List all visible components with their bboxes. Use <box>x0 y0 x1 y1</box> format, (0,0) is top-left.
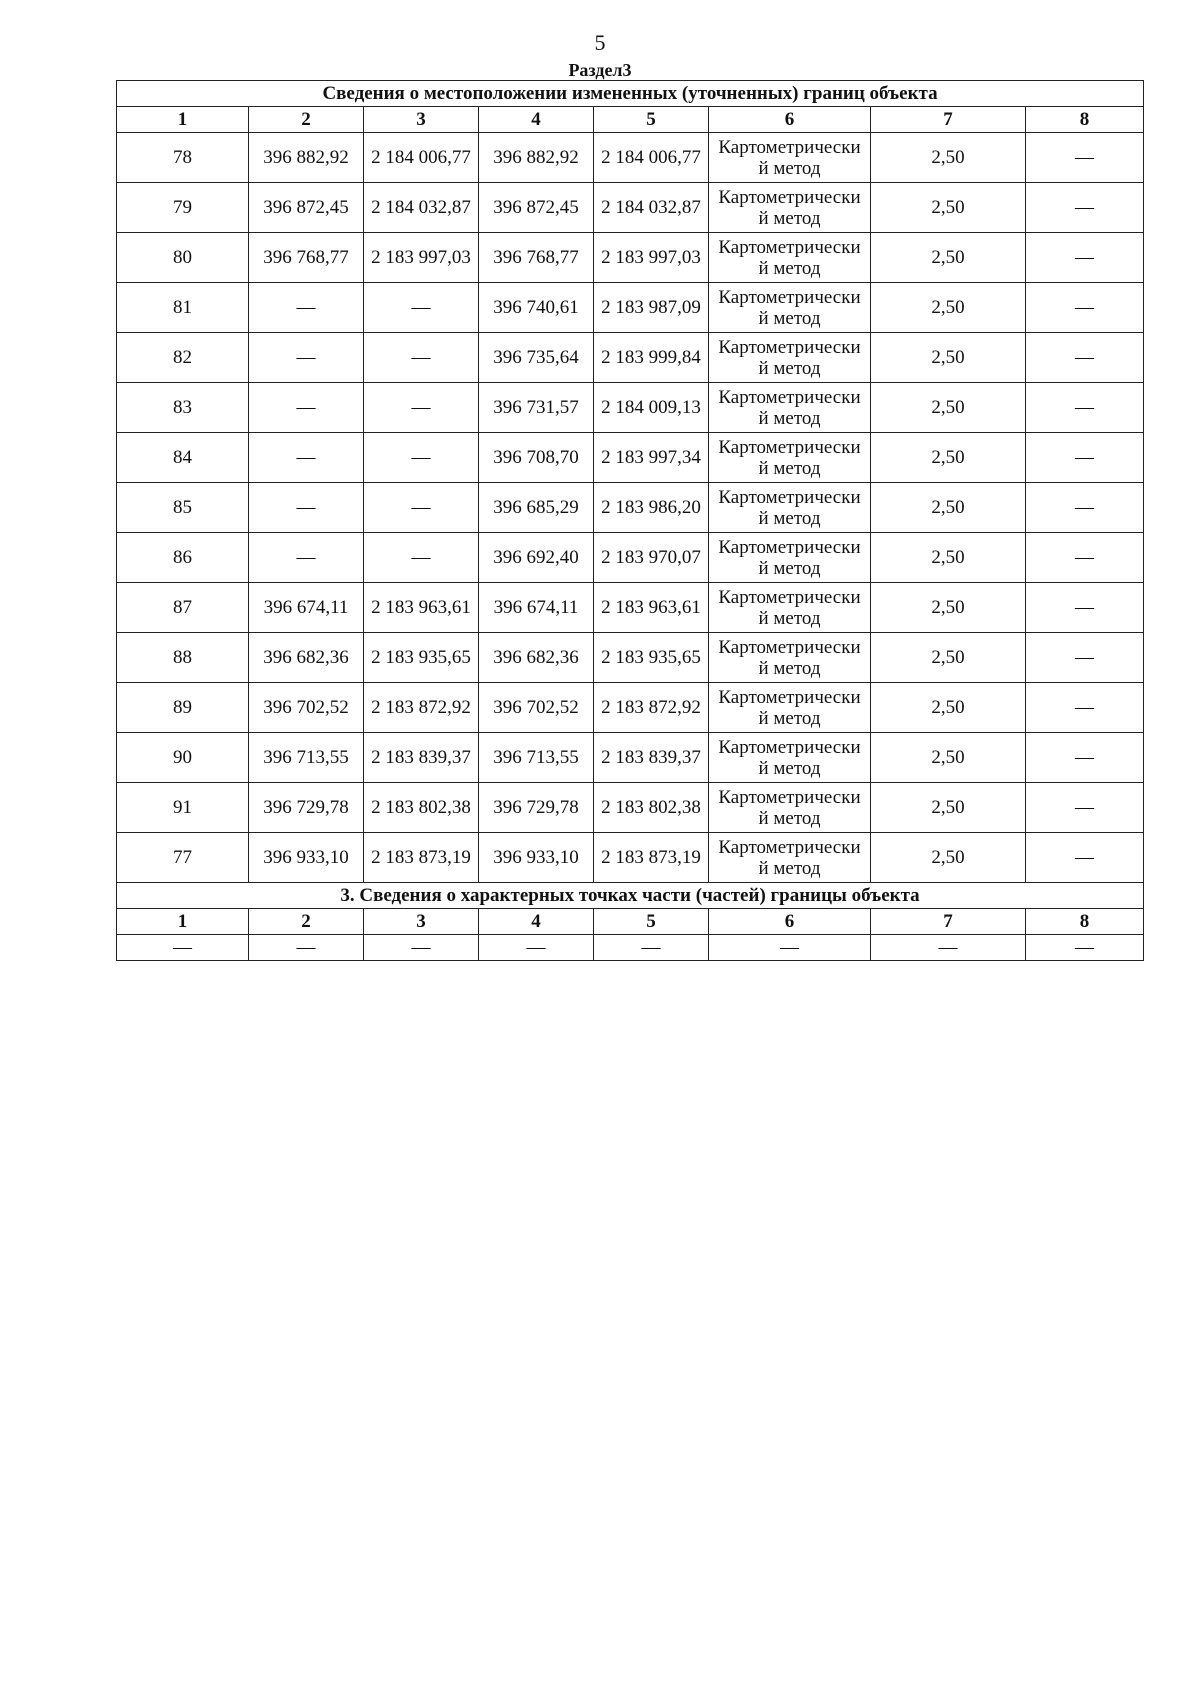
description-cell: — <box>1026 783 1144 833</box>
description-cell: — <box>1026 483 1144 533</box>
description-cell: — <box>1026 433 1144 483</box>
method-cell <box>709 633 871 683</box>
method-line-2: й метод <box>758 757 821 779</box>
method-cell <box>709 283 871 333</box>
coordinate-cell: 396 933,10 <box>479 833 594 883</box>
accuracy-cell: 2,50 <box>871 533 1026 583</box>
method-cell <box>709 583 871 633</box>
coordinate-cell: — <box>364 283 479 333</box>
method-line-1: Картометрически <box>718 186 861 208</box>
column-number: 6 <box>709 909 871 935</box>
column-number: 1 <box>117 107 249 133</box>
coordinate-cell: 2 183 935,65 <box>364 633 479 683</box>
coordinate-cell: 396 882,92 <box>249 133 364 183</box>
coordinate-cell: — <box>249 433 364 483</box>
method-line-2: й метод <box>758 607 821 629</box>
method-cell <box>709 383 871 433</box>
coordinate-cell: — <box>364 433 479 483</box>
coordinate-cell: 2 183 872,92 <box>594 683 709 733</box>
coordinate-cell: — <box>249 383 364 433</box>
accuracy-cell: 2,50 <box>871 683 1026 733</box>
point-number-cell: 79 <box>117 183 249 233</box>
point-number-cell: 77 <box>117 833 249 883</box>
page-number: 5 <box>594 30 606 55</box>
table-row <box>117 783 1144 833</box>
method-line-2: й метод <box>758 807 821 829</box>
table-row <box>117 233 1144 283</box>
method-line-1: Картометрически <box>718 486 861 508</box>
method-line-1: Картометрически <box>718 586 861 608</box>
accuracy-cell: 2,50 <box>871 833 1026 883</box>
coordinate-cell: — <box>249 283 364 333</box>
coordinate-cell: 2 183 873,19 <box>364 833 479 883</box>
description-cell: — <box>1026 283 1144 333</box>
description-cell: — <box>1026 533 1144 583</box>
description-cell: — <box>1026 383 1144 433</box>
point-number-cell: 82 <box>117 333 249 383</box>
method-line-1: Картометрически <box>718 536 861 558</box>
coordinate-cell: 2 183 997,03 <box>364 233 479 283</box>
accuracy-cell: 2,50 <box>871 183 1026 233</box>
coordinate-cell: 396 729,78 <box>479 783 594 833</box>
coordinate-cell: 2 184 006,77 <box>364 133 479 183</box>
boundary-coordinates-table <box>116 80 1144 961</box>
method-line-1: Картометрически <box>718 636 861 658</box>
table-row <box>117 183 1144 233</box>
accuracy-cell: 2,50 <box>871 383 1026 433</box>
point-number-cell: 78 <box>117 133 249 183</box>
table-cell: — <box>479 935 594 961</box>
coordinate-cell: 396 682,36 <box>249 633 364 683</box>
table-row <box>117 733 1144 783</box>
coordinate-cell: 396 729,78 <box>249 783 364 833</box>
description-cell: — <box>1026 333 1144 383</box>
table-cell: — <box>249 935 364 961</box>
coordinate-cell: 396 882,92 <box>479 133 594 183</box>
coordinate-cell: 2 183 997,34 <box>594 433 709 483</box>
method-line-1: Картометрически <box>718 436 861 458</box>
description-cell: — <box>1026 183 1144 233</box>
column-number: 4 <box>479 107 594 133</box>
column-number: 3 <box>364 909 479 935</box>
column-number: 7 <box>871 909 1026 935</box>
table-row <box>117 133 1144 183</box>
accuracy-cell: 2,50 <box>871 483 1026 533</box>
description-cell: — <box>1026 633 1144 683</box>
coordinate-cell: 396 735,64 <box>479 333 594 383</box>
method-line-2: й метод <box>758 357 821 379</box>
method-cell <box>709 233 871 283</box>
coordinate-cell: 2 184 032,87 <box>364 183 479 233</box>
coordinate-cell: 396 933,10 <box>249 833 364 883</box>
coordinate-cell: 396 768,77 <box>249 233 364 283</box>
coordinate-cell: 2 183 987,09 <box>594 283 709 333</box>
method-line-1: Картометрически <box>718 236 861 258</box>
table-cell: — <box>117 935 249 961</box>
method-line-2: й метод <box>758 507 821 529</box>
point-number-cell: 80 <box>117 233 249 283</box>
method-cell <box>709 683 871 733</box>
method-line-1: Картометрически <box>718 286 861 308</box>
point-number-cell: 81 <box>117 283 249 333</box>
part-column-number-row <box>117 909 1144 935</box>
coordinate-cell: 396 713,55 <box>249 733 364 783</box>
section-label: Раздел3 <box>568 60 632 80</box>
method-line-2: й метод <box>758 157 821 179</box>
method-cell <box>709 183 871 233</box>
coordinate-cell: — <box>364 333 479 383</box>
coordinate-cell: — <box>364 533 479 583</box>
description-cell: — <box>1026 733 1144 783</box>
coordinate-cell: 396 702,52 <box>479 683 594 733</box>
column-number: 8 <box>1026 107 1144 133</box>
description-cell: — <box>1026 233 1144 283</box>
accuracy-cell: 2,50 <box>871 633 1026 683</box>
coordinate-cell: 396 872,45 <box>479 183 594 233</box>
column-number: 7 <box>871 107 1026 133</box>
coordinate-cell: 2 183 963,61 <box>594 583 709 633</box>
column-number: 2 <box>249 107 364 133</box>
table-row <box>117 283 1144 333</box>
table-row <box>117 633 1144 683</box>
point-number-cell: 85 <box>117 483 249 533</box>
accuracy-cell: 2,50 <box>871 283 1026 333</box>
column-number-row <box>117 107 1144 133</box>
method-cell <box>709 783 871 833</box>
part-table-title: 3. Сведения о характерных точках части (частей) границы объекта <box>117 883 1144 909</box>
coordinate-cell: 396 708,70 <box>479 433 594 483</box>
table-row <box>117 333 1144 383</box>
method-cell <box>709 533 871 583</box>
coordinate-cell: — <box>249 483 364 533</box>
coordinate-cell: 2 183 997,03 <box>594 233 709 283</box>
coordinate-cell: 396 674,11 <box>249 583 364 633</box>
coordinate-cell: 2 183 802,38 <box>594 783 709 833</box>
coordinate-cell: 396 685,29 <box>479 483 594 533</box>
column-number: 3 <box>364 107 479 133</box>
coordinate-cell: 396 702,52 <box>249 683 364 733</box>
accuracy-cell: 2,50 <box>871 433 1026 483</box>
method-cell <box>709 483 871 533</box>
column-number: 2 <box>249 909 364 935</box>
table-row <box>117 583 1144 633</box>
point-number-cell: 88 <box>117 633 249 683</box>
method-line-2: й метод <box>758 307 821 329</box>
method-line-2: й метод <box>758 707 821 729</box>
coordinate-cell: 2 183 839,37 <box>364 733 479 783</box>
part-table-row <box>117 935 1144 961</box>
table-cell: — <box>364 935 479 961</box>
column-number: 8 <box>1026 909 1144 935</box>
method-line-2: й метод <box>758 457 821 479</box>
method-line-1: Картометрически <box>718 836 861 858</box>
coordinate-cell: 2 183 935,65 <box>594 633 709 683</box>
accuracy-cell: 2,50 <box>871 133 1026 183</box>
column-number: 1 <box>117 909 249 935</box>
accuracy-cell: 2,50 <box>871 783 1026 833</box>
coordinate-cell: 396 740,61 <box>479 283 594 333</box>
part-table-title-row <box>117 883 1144 909</box>
coordinate-cell: — <box>364 483 479 533</box>
method-cell <box>709 433 871 483</box>
point-number-cell: 91 <box>117 783 249 833</box>
point-number-cell: 83 <box>117 383 249 433</box>
coordinate-cell: 2 183 970,07 <box>594 533 709 583</box>
description-cell: — <box>1026 833 1144 883</box>
method-line-2: й метод <box>758 257 821 279</box>
table-row <box>117 433 1144 483</box>
column-number: 4 <box>479 909 594 935</box>
table-title-row <box>117 81 1144 107</box>
coordinate-cell: 2 183 802,38 <box>364 783 479 833</box>
description-cell: — <box>1026 683 1144 733</box>
method-cell <box>709 333 871 383</box>
column-number: 6 <box>709 107 871 133</box>
table-row <box>117 383 1144 433</box>
table-row <box>117 683 1144 733</box>
method-line-1: Картометрически <box>718 736 861 758</box>
coordinate-cell: 396 713,55 <box>479 733 594 783</box>
description-cell: — <box>1026 583 1144 633</box>
accuracy-cell: 2,50 <box>871 583 1026 633</box>
coordinate-cell: 2 184 009,13 <box>594 383 709 433</box>
column-number: 5 <box>594 107 709 133</box>
accuracy-cell: 2,50 <box>871 733 1026 783</box>
table-row <box>117 533 1144 583</box>
table-row <box>117 833 1144 883</box>
method-line-1: Картометрически <box>718 786 861 808</box>
point-number-cell: 87 <box>117 583 249 633</box>
coordinate-cell: — <box>249 533 364 583</box>
method-cell <box>709 733 871 783</box>
method-line-2: й метод <box>758 657 821 679</box>
coordinate-cell: 396 682,36 <box>479 633 594 683</box>
coordinate-cell: 396 692,40 <box>479 533 594 583</box>
method-line-2: й метод <box>758 857 821 879</box>
coordinate-cell: — <box>249 333 364 383</box>
method-line-1: Картометрически <box>718 686 861 708</box>
table-cell: — <box>709 935 871 961</box>
point-number-cell: 84 <box>117 433 249 483</box>
coordinate-cell: 396 674,11 <box>479 583 594 633</box>
coordinate-cell: 2 183 963,61 <box>364 583 479 633</box>
method-line-2: й метод <box>758 207 821 229</box>
coordinate-cell: 2 183 872,92 <box>364 683 479 733</box>
coordinate-cell: 2 183 999,84 <box>594 333 709 383</box>
table-row <box>117 483 1144 533</box>
coordinate-cell: 2 183 873,19 <box>594 833 709 883</box>
method-cell <box>709 833 871 883</box>
method-line-2: й метод <box>758 557 821 579</box>
table-cell: — <box>871 935 1026 961</box>
accuracy-cell: 2,50 <box>871 233 1026 283</box>
accuracy-cell: 2,50 <box>871 333 1026 383</box>
coordinate-cell: 2 184 006,77 <box>594 133 709 183</box>
method-line-2: й метод <box>758 407 821 429</box>
point-number-cell: 89 <box>117 683 249 733</box>
coordinate-cell: 396 731,57 <box>479 383 594 433</box>
coordinate-cell: 2 183 986,20 <box>594 483 709 533</box>
point-number-cell: 86 <box>117 533 249 583</box>
description-cell: — <box>1026 133 1144 183</box>
coordinate-cell: 396 768,77 <box>479 233 594 283</box>
column-number: 5 <box>594 909 709 935</box>
coordinate-cell: 2 184 032,87 <box>594 183 709 233</box>
method-line-1: Картометрически <box>718 136 861 158</box>
coordinate-cell: 396 872,45 <box>249 183 364 233</box>
method-cell <box>709 133 871 183</box>
method-line-1: Картометрически <box>718 386 861 408</box>
point-number-cell: 90 <box>117 733 249 783</box>
table-cell: — <box>594 935 709 961</box>
coordinate-cell: — <box>364 383 479 433</box>
method-line-1: Картометрически <box>718 336 861 358</box>
coordinate-cell: 2 183 839,37 <box>594 733 709 783</box>
table-cell: — <box>1026 935 1144 961</box>
table-title: Сведения о местоположении измененных (уточненных) границ объекта <box>117 81 1144 107</box>
